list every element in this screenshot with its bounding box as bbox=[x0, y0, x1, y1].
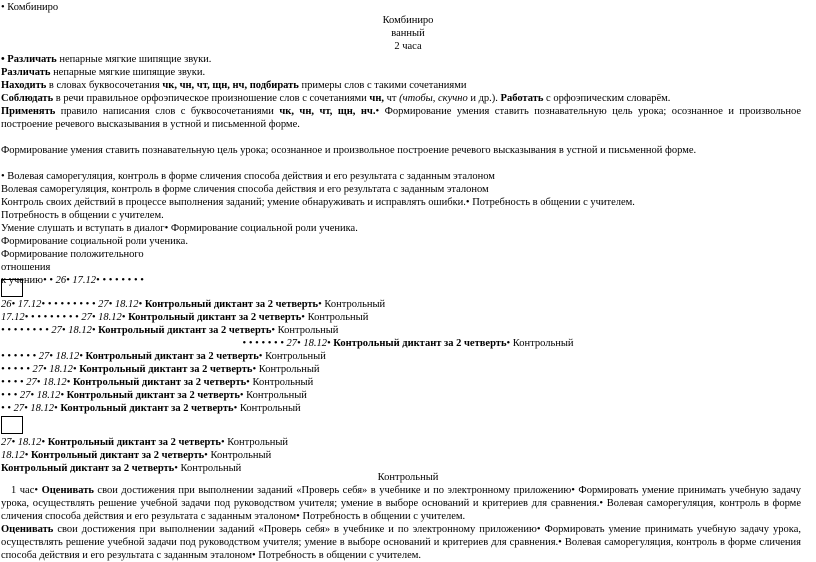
text-line-8: Волевая саморегуляция, контроль в форме сличения способа действия и его результата с заданным эталоном bbox=[1, 184, 489, 195]
dictation-row-5: • • • • • • 27• 18.12• Контрольный диктант за 2 четверть• Контрольный bbox=[1, 351, 326, 362]
text-line-15: к учению• • 26• 17.12• • • • • • • • bbox=[1, 275, 144, 286]
text-line-7: • Волевая саморегуляция, контроль в форме сличения способа действия и его результата с заданным эталоном bbox=[1, 171, 495, 182]
text-line-13: Формирование положительного bbox=[1, 249, 144, 260]
goal-line-1: • Различать непарные мягкие шипящие звуки. bbox=[1, 54, 212, 65]
dictation-row-11: 18.12• Контрольный диктант за 2 четверть• Контрольный bbox=[1, 450, 272, 461]
dictation-row-8: • • • 27• 18.12• Контрольный диктант за 2 четверть• Контрольный bbox=[1, 390, 307, 401]
goal-line-3: Находить в словах буквосочетания чк, чн, чт, щн, нч, подбирать примеры слов с такими сочетаниями bbox=[1, 80, 467, 91]
dictation-row-4: • • • • • • • 27• 18.12• Контрольный диктант за 2 четверть• Контрольный bbox=[242, 338, 574, 349]
lesson-hours: 2 часа bbox=[394, 41, 422, 52]
empty-cell-box bbox=[1, 279, 23, 297]
dictation-row-9: • • 27• 18.12• Контрольный диктант за 2 четверть• Контрольный bbox=[1, 403, 301, 414]
dictation-row-2: 17.12• • • • • • • • • 27• 18.12• Контрольный диктант за 2 четверть• Контрольный bbox=[1, 312, 369, 323]
dictation-row-6: • • • • • 27• 18.12• Контрольный диктант за 2 четверть• Контрольный bbox=[1, 364, 320, 375]
lesson-type-line-2: ванный bbox=[391, 28, 425, 39]
control-paragraph-2: Оценивать свои достижения при выполнении заданий «Проверь себя» в учебнике и по электронному приложению• Формировать умение принимать учебную задачу урока, осуществлять решение учебной задачи под руководством учителя; умение в выборе оснований и критериев для сравнения.• Волевая саморегуляция, контроль в форме сличения способа действия и его результата с заданным эталоном• Потребность в общении с учителем. bbox=[1, 524, 801, 561]
control-section-title: Контрольный bbox=[377, 472, 439, 483]
text-line-12: Формирование социальной роли ученика. bbox=[1, 236, 188, 247]
lesson-type-line-1: Комбиниро bbox=[382, 15, 434, 26]
goal-line-4: Соблюдать в речи правильное орфоэпическое произношение слов с сочетаниями чн, чт (чтобы, скучно и др.). Работать с орфоэпическим словарём. bbox=[1, 93, 671, 104]
text-line-11: Умение слушать и вступать в диалог• Формирование социальной роли ученика. bbox=[1, 223, 358, 234]
empty-cell-box-2 bbox=[1, 416, 23, 434]
dictation-row-1: 26• 17.12• • • • • • • • • 27• 18.12• Контрольный диктант за 2 четверть• Контрольный bbox=[1, 299, 386, 310]
dictation-row-12: Контрольный диктант за 2 четверть• Контрольный bbox=[1, 463, 242, 474]
header-line: • Комбиниро bbox=[1, 2, 59, 13]
goal-paragraph-5: Применять правило написания слов с буквосочетаниями чк, чн, чт, щн, нч.• Формирование умения ставить познавательную цель урока; осознанное и произвольное построение речевого высказывания в устной и письменной форме. bbox=[1, 106, 801, 130]
dictation-row-7: • • • • 27• 18.12• Контрольный диктант за 2 четверть• Контрольный bbox=[1, 377, 314, 388]
dictation-row-10: 27• 18.12• Контрольный диктант за 2 четверть• Контрольный bbox=[1, 437, 289, 448]
text-line-10: Потребность в общении с учителем. bbox=[1, 210, 164, 221]
text-line-14: отношения bbox=[1, 262, 51, 273]
dictation-row-3: • • • • • • • • 27• 18.12• Контрольный диктант за 2 четверть• Контрольный bbox=[1, 325, 339, 336]
goal-line-2: Различать непарные мягкие шипящие звуки. bbox=[1, 67, 206, 78]
text-line-9: Контроль своих действий в процессе выполнения заданий; умение обнаруживать и исправлять ошибки.• Потребность в общении с учителем. bbox=[1, 197, 635, 208]
text-line-6: Формирование умения ставить познавательную цель урока; осознанное и произвольное построение речевого высказывания в устной и письменной форме. bbox=[1, 145, 697, 156]
control-paragraph-1: 1 час• Оценивать свои достижения при выполнении заданий «Проверь себя» в учебнике и по электронному приложению• Формировать умение принимать учебную задачу урока, осуществлять решение учебной задачи под руководством учителя; умение в выборе оснований и критериев для сравнения.• Волевая саморегуляция, контроль в форме сличения способа действия и его результата с заданным эталоном• Потребность в общении с учителем. bbox=[1, 485, 801, 522]
